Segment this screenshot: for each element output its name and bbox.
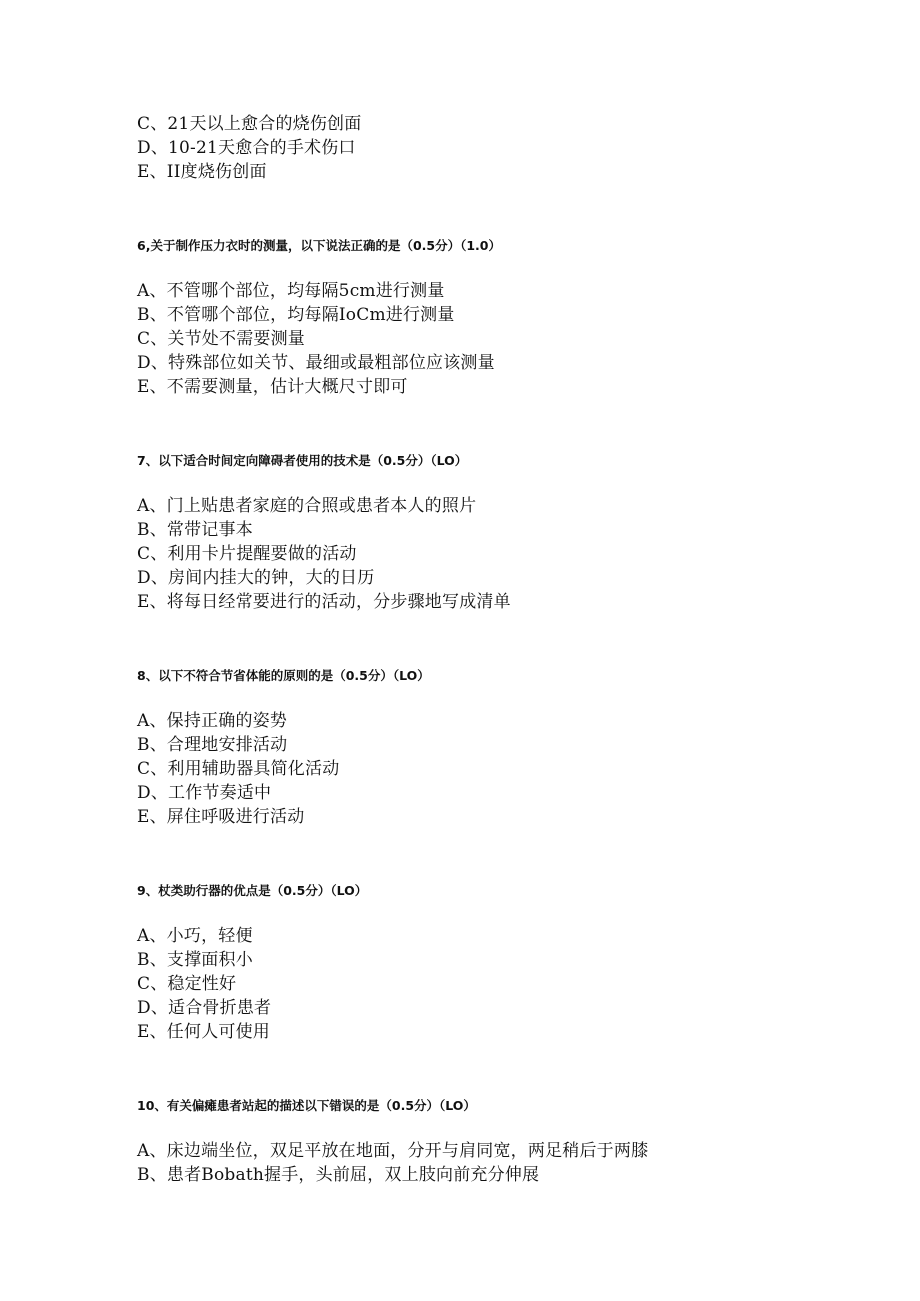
question-6-option-e[interactable]: E、不需要测量，估计大概尺寸即可	[137, 377, 408, 397]
question-8-option-e[interactable]: E、屏住呼吸进行活动	[137, 807, 305, 827]
question-9-option-b[interactable]: B、支撑面积小	[137, 950, 253, 970]
question-9-option-e[interactable]: E、任何人可使用	[137, 1022, 271, 1042]
question-8-option-a[interactable]: A、保持正确的姿势	[137, 711, 288, 731]
prev-option-d[interactable]: D、10-21天愈合的手术伤口	[137, 138, 356, 158]
question-7-option-b[interactable]: B、常带记事本	[137, 520, 253, 540]
prev-option-e[interactable]: E、II度烧伤创面	[137, 162, 267, 182]
question-8-option-d[interactable]: D、工作节奏适中	[137, 783, 272, 803]
question-7-option-c[interactable]: C、利用卡片提醒要做的活动	[137, 544, 357, 564]
question-9-stem: 9、杖类助行器的优点是（0.5分）（LO）	[137, 883, 368, 898]
question-7-stem: 7、以下适合时间定向障碍者使用的技术是（0.5分）（LO）	[137, 453, 468, 468]
question-10-stem: 10、有关偏瘫患者站起的描述以下错误的是（0.5分）（LO）	[137, 1098, 476, 1113]
question-6-option-c[interactable]: C、关节处不需要测量	[137, 329, 306, 349]
question-8-option-b[interactable]: B、合理地安排活动	[137, 735, 288, 755]
question-6-option-b[interactable]: B、不管哪个部位，均每隔IoCm进行测量	[137, 305, 455, 325]
question-6-option-d[interactable]: D、特殊部位如关节、最细或最粗部位应该测量	[137, 353, 495, 373]
question-8-option-c[interactable]: C、利用辅助器具简化活动	[137, 759, 340, 779]
prev-option-c[interactable]: C、21天以上愈合的烧伤创面	[137, 114, 362, 134]
question-9-option-a[interactable]: A、小巧，轻便	[137, 926, 253, 946]
question-10-option-a[interactable]: A、床边端坐位，双足平放在地面，分开与肩同宽，两足稍后于两膝	[137, 1141, 649, 1161]
question-10-option-b[interactable]: B、患者Bobath握手，头前屈，双上肢向前充分伸展	[137, 1165, 540, 1185]
question-6-stem: 6,关于制作压力衣时的测量，以下说法正确的是（0.5分）（1.0）	[137, 238, 501, 253]
question-7-option-d[interactable]: D、房间内挂大的钟，大的日历	[137, 568, 375, 588]
question-6-option-a[interactable]: A、不管哪个部位，均每隔5cm进行测量	[137, 281, 445, 301]
question-9-option-c[interactable]: C、稳定性好	[137, 974, 237, 994]
question-7-option-a[interactable]: A、门上贴患者家庭的合照或患者本人的照片	[137, 496, 477, 516]
question-8-stem: 8、以下不符合节省体能的原则的是（0.5分）（LO）	[137, 668, 430, 683]
question-7-option-e[interactable]: E、将每日经常要进行的活动，分步骤地写成清单	[137, 592, 511, 612]
question-9-option-d[interactable]: D、适合骨折患者	[137, 998, 272, 1018]
